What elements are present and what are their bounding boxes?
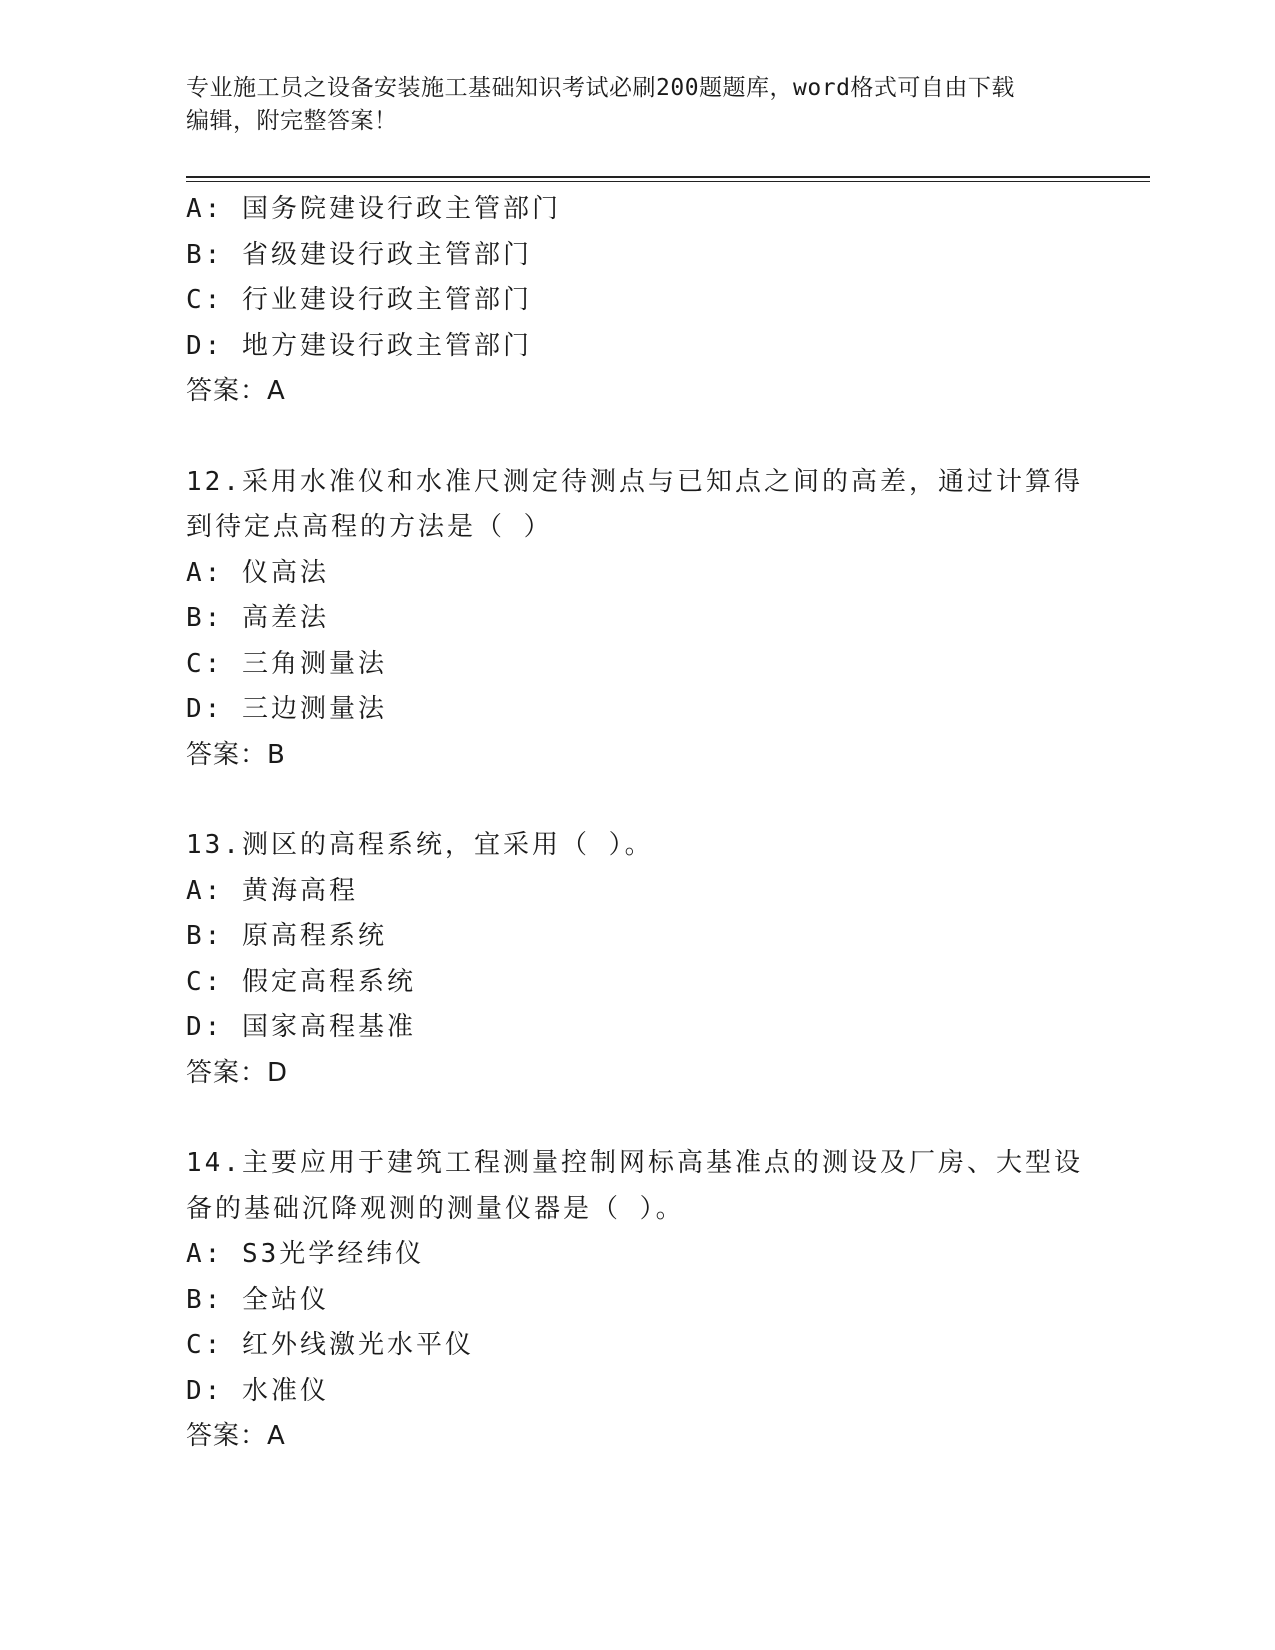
option-b: B: 全站仪 bbox=[186, 1284, 329, 1315]
option-a: A: 黄海高程 bbox=[186, 875, 358, 906]
question-14 bbox=[186, 1141, 1086, 1460]
answer-line: 答案：D bbox=[186, 1057, 289, 1088]
option-a: A: S3光学经纬仪 bbox=[186, 1239, 425, 1269]
option-b: B: 省级建设行政主管部门 bbox=[186, 239, 532, 270]
question-stem-line-2: 到待定点高程的方法是（ ） bbox=[186, 512, 553, 542]
question-stem-line-1: 13.测区的高程系统，宜采用（ ）。 bbox=[186, 830, 654, 860]
question-gap bbox=[186, 1096, 1086, 1141]
question-gap bbox=[186, 778, 1086, 823]
option-c: C: 假定高程系统 bbox=[186, 966, 416, 997]
question-stem-line-1: 12.采用水准仪和水准尺测定待测点与已知点之间的高差，通过计算得 bbox=[186, 466, 1083, 497]
header-divider-thick bbox=[186, 176, 1150, 178]
question-list bbox=[186, 187, 1086, 1460]
question-stem-line-2: 备的基础沉降观测的测量仪器是（ ）。 bbox=[186, 1193, 685, 1224]
option-d: D: 国家高程基准 bbox=[186, 1012, 416, 1042]
question-gap bbox=[186, 415, 1086, 460]
document-header bbox=[186, 72, 1066, 138]
question-12 bbox=[186, 460, 1086, 779]
option-b: B: 高差法 bbox=[186, 603, 329, 633]
option-d: D: 三边测量法 bbox=[186, 694, 387, 724]
question-stem-line-1: 14.主要应用于建筑工程测量控制网标高基准点的测设及厂房、大型设 bbox=[186, 1148, 1083, 1178]
option-a: A: 国务院建设行政主管部门 bbox=[186, 194, 561, 224]
option-c: C: 三角测量法 bbox=[186, 648, 387, 679]
question-13 bbox=[186, 823, 1086, 1096]
header-divider-thin bbox=[186, 181, 1150, 182]
header-title-line-1: 专业施工员之设备安装施工基础知识考试必刷200题题库，word格式可自由下载 bbox=[186, 75, 1015, 101]
question-11 bbox=[186, 187, 1086, 415]
header-title-line-2: 编辑，附完整答案！ bbox=[186, 108, 398, 134]
answer-line: 答案：B bbox=[186, 739, 286, 770]
option-b: B: 原高程系统 bbox=[186, 921, 387, 951]
option-d: D: 水准仪 bbox=[186, 1375, 329, 1406]
option-c: C: 红外线激光水平仪 bbox=[186, 1330, 474, 1360]
option-c: C: 行业建设行政主管部门 bbox=[186, 285, 532, 315]
answer-line: 答案：A bbox=[186, 376, 286, 406]
answer-line: 答案：A bbox=[186, 1421, 286, 1451]
option-a: A: 仪高法 bbox=[186, 557, 329, 588]
option-d: D: 地方建设行政主管部门 bbox=[186, 330, 532, 361]
